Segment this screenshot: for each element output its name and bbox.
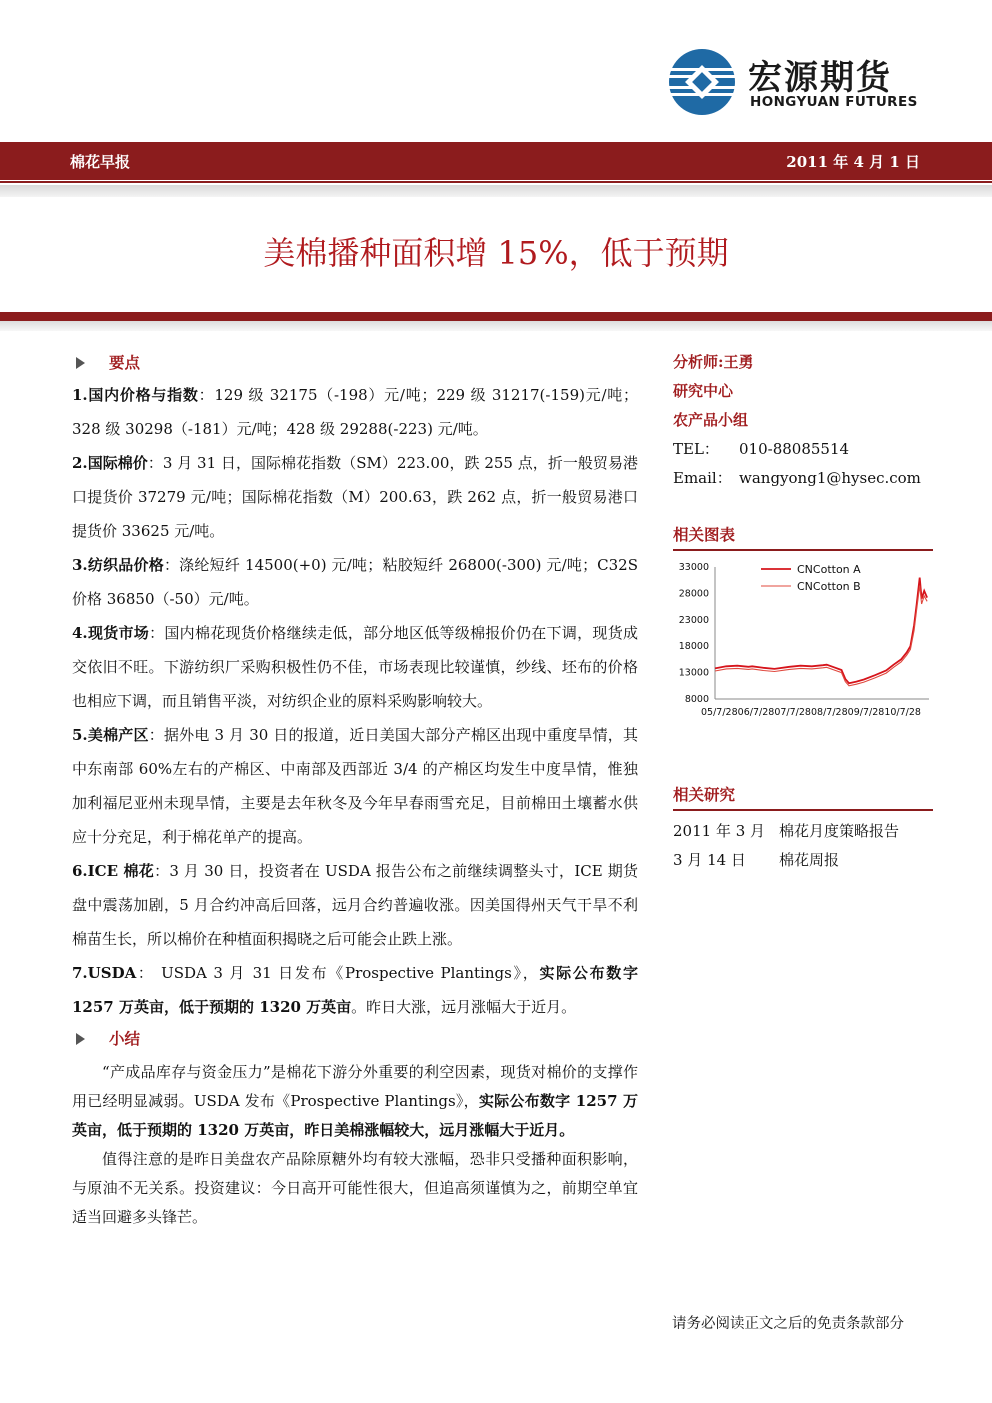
- summary-paragraph-1: “产成品库存与资金压力”是棉花下游分外重要的利空因素，现货对棉价的支撑作用已经明显减弱。USDA 发布《Prospective Plantings》，实际公布数字 1257 万英亩，低于预期的 1320 万英亩，昨日美棉涨幅较大，远月涨幅大于近月。: [72, 1063, 638, 1139]
- research-title: 棉花月度策略报告: [779, 822, 900, 840]
- bullet-arrow-icon: [76, 357, 85, 369]
- logo-chinese-name: 宏源期货: [748, 58, 892, 98]
- disclaimer-note: 请务必阅读正文之后的免责条款部分: [672, 1316, 904, 1332]
- key-point-5: 5.美棉产区：据外电 3 月 30 日的报道，近日美国大部分产棉区出现中重度旱情，其中东南部 60%左右的产棉区、中南部及西部近 3/4 的产棉区均发生中度旱情，惟独加利福尼亚州未现旱情，主要是去年秋冬及今年早春雨雪充足，目前棉田土壤蓄水供应十分充足，利于棉花单产的提高。: [72, 726, 638, 846]
- research-title: 棉花周报: [779, 851, 840, 869]
- summary-body: [72, 1058, 638, 1232]
- bullet-arrow-icon: [76, 1033, 85, 1045]
- research-date: 2011 年 3 月: [673, 822, 766, 840]
- main-content: [72, 348, 638, 1232]
- header-band-shadow: [0, 185, 992, 197]
- analyst-name: 分析师:王勇: [673, 353, 754, 371]
- series-line: [715, 578, 927, 684]
- sidebar: [673, 348, 933, 875]
- research-item[interactable]: [673, 846, 933, 875]
- report-name: 棉花早报: [70, 153, 131, 171]
- tel-label: TEL：: [673, 440, 719, 458]
- x-tick-label: 09/7/28: [847, 707, 885, 718]
- key-point-2: 2.国际棉价：3 月 31 日，国际棉花指数（SM）223.00，跌 255 点，折一般贸易港口提货价 37279 元/吨；国际棉花指数（M）200.63，跌 262 点，折一般贸易港口提货价 33625 元/吨。: [72, 454, 638, 540]
- summary-paragraph-2: 值得注意的是昨日美盘农产品除原糖外均有较大涨幅，恐非只受播种面积影响，与原油不无关系。投资建议：今日高开可能性很大，但追高须谨慎为之，前期空单宜适当回避多头锋芒。: [72, 1150, 638, 1226]
- email-value[interactable]: wangyong1@hysec.com: [739, 469, 921, 487]
- research-date: 3 月 14 日: [673, 851, 746, 869]
- key-point-6: 6.ICE 棉花：3 月 30 日，投资者在 USDA 报告公布之前继续调整头寸，ICE 期货盘中震荡加剧，5 月合约冲高后回落，远月合约普遍收涨。因美国得州天气干旱不利棉苗生长，所以棉价在种植面积揭晓之后可能会止跌上涨。: [72, 862, 638, 948]
- x-tick-label: 07/7/28: [774, 707, 811, 718]
- x-tick-label: 10/7/28: [884, 707, 921, 718]
- title-divider-shadow: [0, 321, 992, 331]
- y-tick-label: 23000: [678, 614, 709, 626]
- report-title: 美棉播种面积增 15%，低于预期: [263, 234, 729, 272]
- summary-heading: 小结: [72, 1024, 638, 1054]
- key-point-4: 4.现货市场：国内棉花现货价格继续走低，部分地区低等级棉报价仍在下调，现货成交依旧不旺。下游纺织厂采购积极性仍不佳，市场表现比较谨慎，纱线、坯布的价格也相应下调，而且销售平淡，对纺织企业的原料采购影响较大。: [72, 624, 638, 710]
- key-point-7: 7.USDA： USDA 3 月 31 日发布《Prospective Plantings》，实际公布数字 1257 万英亩，低于预期的 1320 万英亩。昨日大涨，远月涨幅大于近月。: [72, 964, 638, 1016]
- research-center: 研究中心: [673, 382, 734, 400]
- company-logo: [668, 44, 928, 124]
- email-label: Email：: [673, 469, 732, 487]
- x-tick-label: 05/7/28: [701, 707, 738, 718]
- y-tick-label: 28000: [678, 588, 709, 600]
- y-tick-label: 33000: [678, 562, 709, 573]
- cotton-price-chart: [673, 557, 935, 737]
- report-date: 2011 年 4 月 1 日: [786, 153, 920, 171]
- y-tick-label: 18000: [678, 641, 709, 653]
- research-item[interactable]: [673, 817, 933, 846]
- key-point-1: 1.国内价格与指数：129 级 32175（-198）元/吨；229 级 31217(-159)元/吨；328 级 30298（-181）元/吨；428 级 29288(-223) 元/吨。: [72, 386, 638, 438]
- y-tick-label: 8000: [684, 694, 709, 705]
- title-divider-band: [0, 312, 992, 321]
- key-point-3: 3.纺织品价格：涤纶短纤 14500(+0) 元/吨；粘胶短纤 26800(-300) 元/吨；C32S 价格 36850（-50）元/吨。: [72, 556, 638, 608]
- tel-row: [673, 435, 933, 464]
- related-charts-heading: 相关图表: [673, 523, 933, 551]
- series-line: [715, 586, 927, 686]
- agri-group: 农产品小组: [673, 411, 749, 429]
- legend-label: CNCotton A: [797, 563, 861, 576]
- email-row: [673, 464, 933, 493]
- related-research-heading: 相关研究: [673, 783, 933, 811]
- hongyuan-logo-icon: [668, 48, 736, 116]
- tel-value: 010-88085514: [739, 440, 850, 458]
- y-tick-label: 13000: [678, 667, 709, 679]
- key-points-heading: 要点: [72, 348, 638, 378]
- legend-label: CNCotton B: [797, 580, 861, 593]
- x-tick-label: 06/7/28: [737, 707, 775, 718]
- x-tick-label: 08/7/28: [811, 707, 848, 718]
- header-band-line: [0, 181, 992, 183]
- logo-english-name: HONGYUAN FUTURES: [750, 94, 918, 110]
